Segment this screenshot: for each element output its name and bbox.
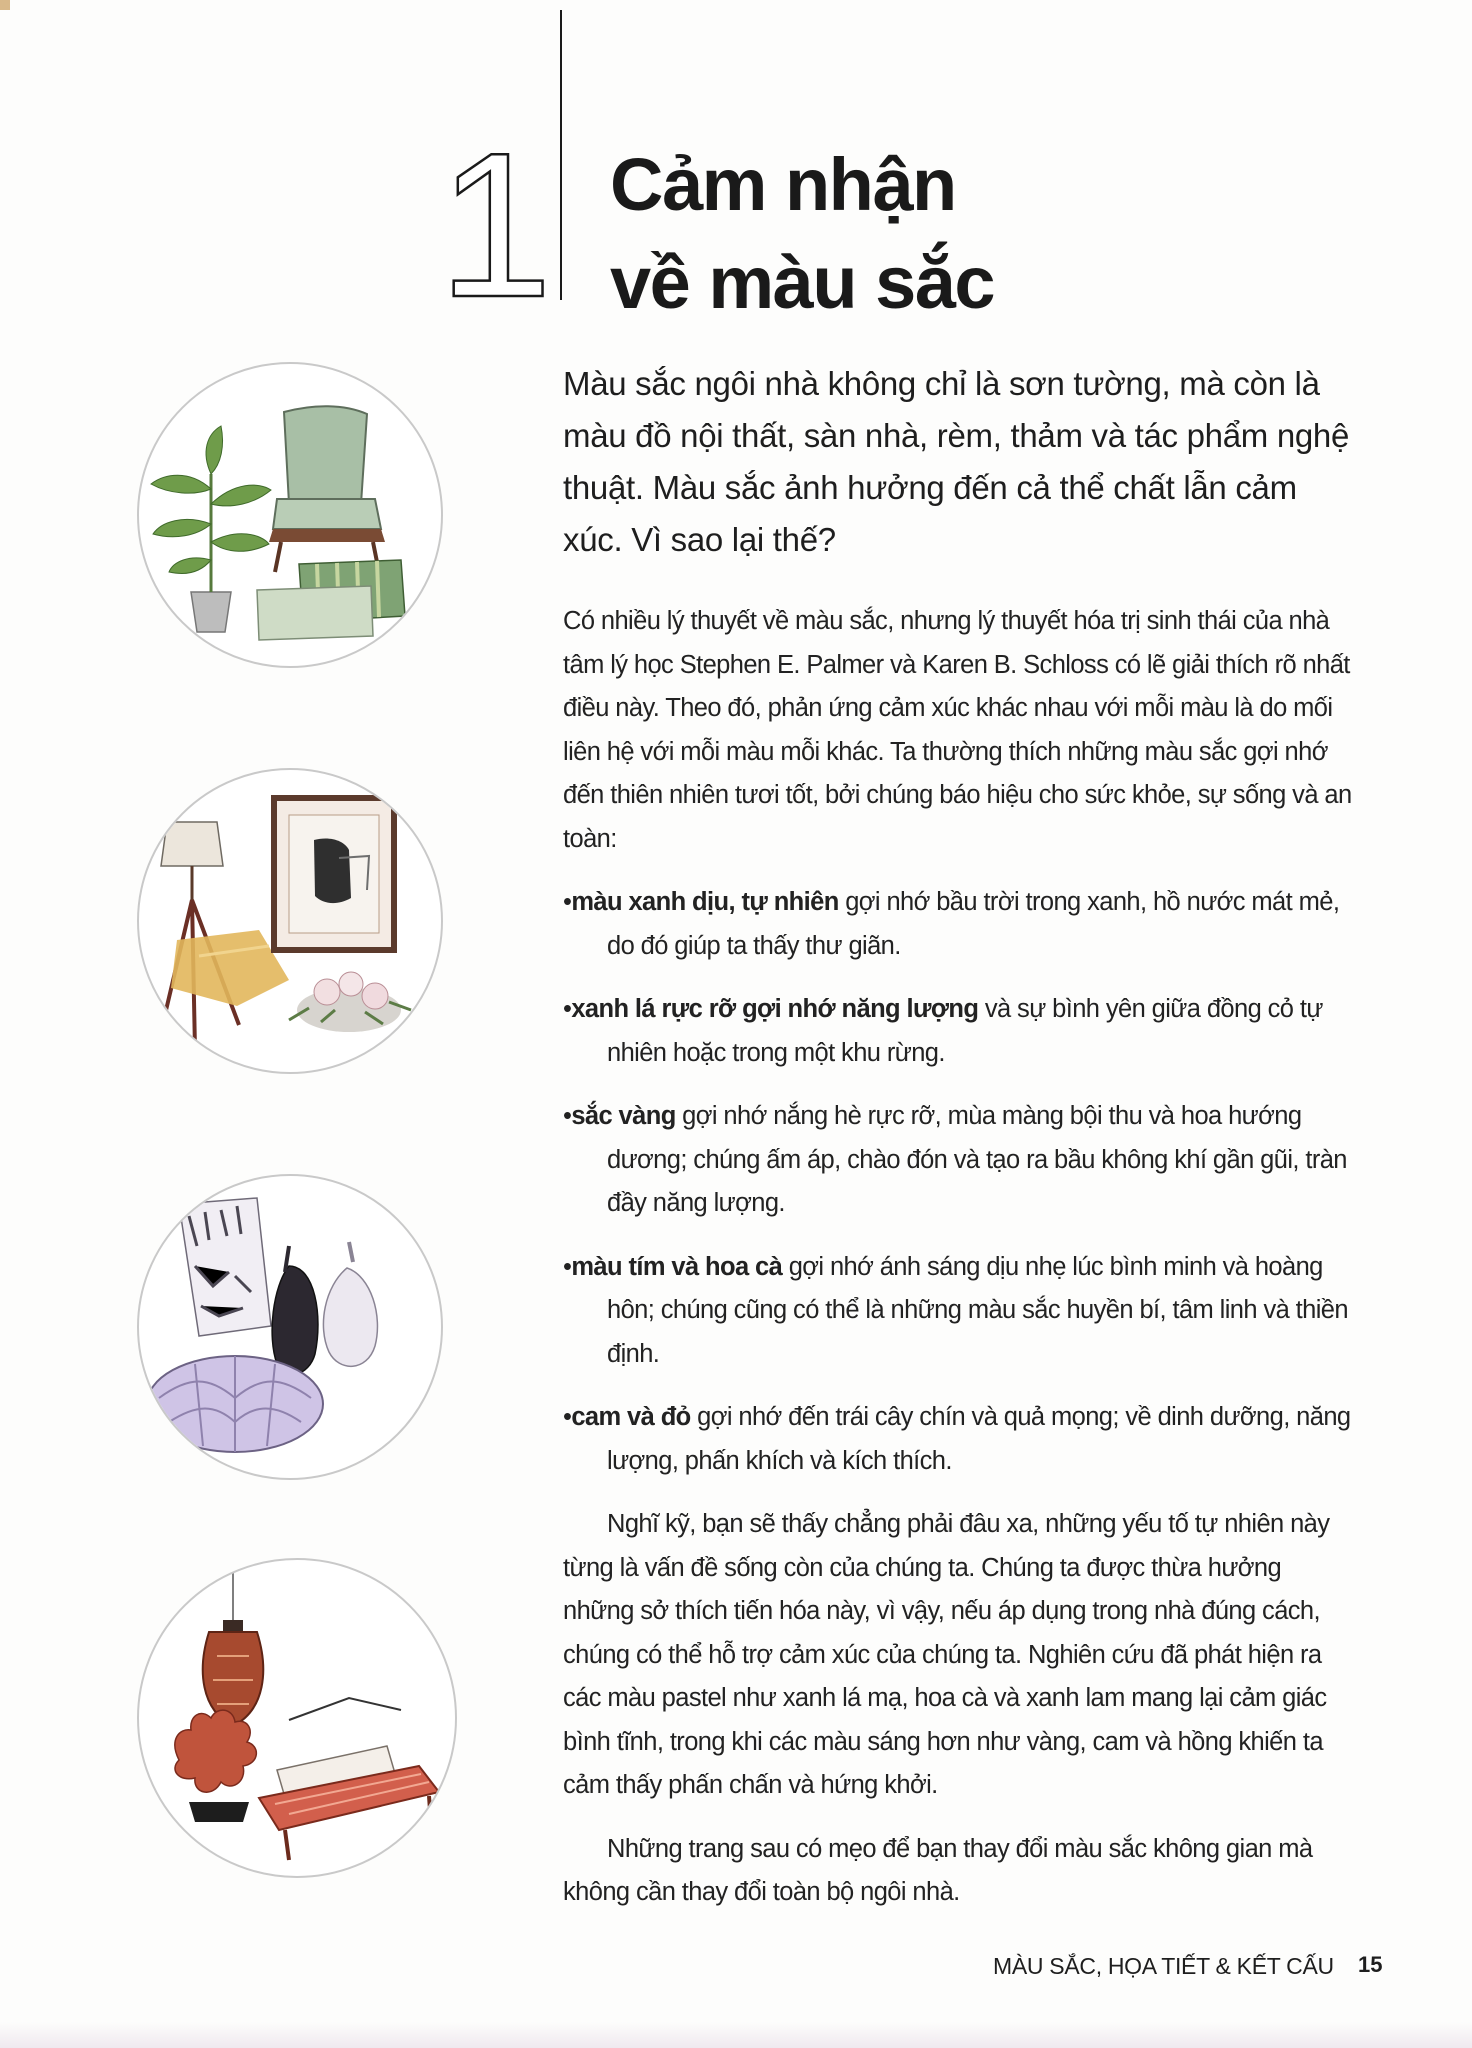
illustration-yellow-interior (137, 768, 443, 1074)
bullet-text: gợi nhớ ánh sáng dịu nhẹ lúc bình minh và hoàng hôn; chúng cũng có thể là những màu sắc huyền bí, tâm linh và thiền định. (607, 1252, 1348, 1368)
bullet-marker: • (563, 995, 572, 1023)
lead-paragraph: Màu sắc ngôi nhà không chỉ là sơn tường, mà còn là màu đồ nội thất, sàn nhà, rèm, thảm và tác phẩm nghệ thuật. Màu sắc ảnh hưởng đến cả thể chất lẫn cảm xúc. Vì sao lại thế? (563, 365, 1350, 558)
chapter-title-line1: Cảm nhận (610, 143, 956, 226)
bullet-item-orange-red (563, 1396, 1353, 1483)
chapter-title (610, 136, 994, 332)
page-bottom-edge (0, 2022, 1472, 2048)
bullet-text: gợi nhớ nắng hè rực rỡ, mùa màng bội thu và hoa hướng dương; chúng ấm áp, chào đón và tạo ra bầu không khí gần gũi, tràn đầy năng lượng. (607, 1102, 1347, 1217)
bullet-keyword: sắc vàng (571, 1102, 676, 1130)
paragraph-evolution: Nghĩ kỹ, bạn sẽ thấy chẳng phải đâu xa, những yếu tố tự nhiên này từng là vấn đề sống còn của chúng ta. Chúng ta được thừa hưởng những sở thích tiến hóa này, vì vậy, nếu áp dụng trong nhà đúng cách, chúng có thể hỗ trợ cảm xúc của chúng ta. Nghiên cứu đã phát hiện ra các màu pastel như xanh lá mạ, hoa cà và xanh lam mang lại cảm giác bình tĩnh, trong khi các màu sáng hơn như vàng, cam và hồng khiến ta cảm thấy phấn chấn và hứng khởi. (563, 1510, 1330, 1799)
bullet-item-yellow (563, 1095, 1353, 1226)
bullet-item-purple (563, 1246, 1353, 1377)
pendant-coral-bench-illustration (139, 1560, 455, 1876)
bullet-marker: • (563, 888, 572, 916)
bullet-text: gợi nhớ bầu trời trong xanh, hồ nước mát mẻ, do đó giúp ta thấy thư giãn. (607, 888, 1340, 960)
lavender-ottoman-vases-illustration (139, 1176, 441, 1478)
bullet-marker: • (563, 1403, 572, 1431)
bullet-keyword: màu xanh dịu, tự nhiên (571, 888, 839, 916)
bullet-keyword: cam và đỏ (571, 1403, 691, 1431)
illustration-green-interior (137, 362, 443, 668)
bullet-marker: • (563, 1252, 572, 1281)
illustration-red-orange-interior (137, 1558, 457, 1878)
bullet-keyword: màu tím và hoa cà (571, 1252, 783, 1281)
bullet-marker: • (563, 1102, 572, 1130)
page-number: 15 (1358, 1952, 1383, 1977)
bullet-keyword: xanh lá rực rỡ gợi nhớ năng lượng (571, 995, 979, 1023)
illustration-purple-interior (137, 1174, 443, 1480)
running-footer-section-title: MÀU SẮC, HỌA TIẾT & KẾT CẤU (993, 1953, 1334, 1979)
chapter-title-line2: về màu sắc (610, 241, 995, 324)
page-edge-mark (0, 0, 10, 10)
chapter-divider (560, 10, 562, 300)
tripod-lamp-frame-illustration (139, 770, 441, 1072)
bullet-item-blue (563, 881, 1353, 968)
bullet-text: gợi nhớ đến trái cây chín và quả mọng; về dinh dưỡng, năng lượng, phấn khích và kích thích. (607, 1403, 1351, 1475)
intro-paragraph: Có nhiều lý thuyết về màu sắc, nhưng lý thuyết hóa trị sinh thái của nhà tâm lý học Stephen E. Palmer và Karen B. Schloss có lẽ giải thích rõ nhất điều này. Theo đó, phản ứng cảm xúc khác nhau với mỗi màu là do mối liên hệ với mỗi màu mỗi khác. Ta thường thích những màu sắc gợi nhớ đến thiên nhiên tươi tốt, bởi chúng báo hiệu cho sức khỏe, sự sống và an toàn: (563, 607, 1352, 853)
body-text (563, 600, 1353, 1935)
bullet-text: và sự bình yên giữa đồng cỏ tự nhiên hoặc trong một khu rừng. (607, 995, 1323, 1067)
bullet-item-green (563, 988, 1353, 1075)
chapter-number: 1 (438, 110, 553, 340)
paragraph-closing: Những trang sau có mẹo để bạn thay đổi màu sắc không gian mà không cần thay đổi toàn bộ ngôi nhà. (563, 1834, 1313, 1906)
green-armchair-plant-illustration (139, 364, 441, 666)
